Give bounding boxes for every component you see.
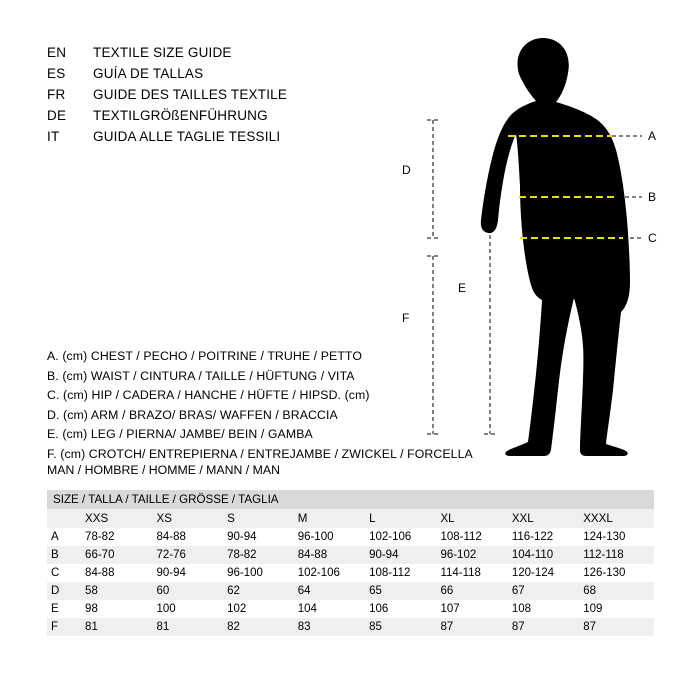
legend-item: A. (cm) CHEST / PECHO / POITRINE / TRUHE / PETTO <box>47 349 362 363</box>
table-cell: 66 <box>438 582 509 600</box>
table-row <box>47 528 654 546</box>
table-cell: 82 <box>225 618 296 636</box>
leg-dimension <box>484 200 496 434</box>
table-cell: 87 <box>438 618 509 636</box>
size-table-wrapper <box>47 490 654 636</box>
table-cell: 124-130 <box>581 528 654 546</box>
table-cell: 98 <box>83 600 154 618</box>
row-label: B <box>47 546 83 564</box>
language-code: DE <box>47 108 67 123</box>
table-cell: 78-82 <box>83 528 154 546</box>
language-title: GUÍA DE TALLAS <box>93 66 204 81</box>
table-cell: 64 <box>296 582 367 600</box>
table-row <box>47 564 654 582</box>
arm-dimension <box>427 120 439 238</box>
header-cell: XL <box>438 509 509 528</box>
header-cell: S <box>225 509 296 528</box>
table-cell: 90-94 <box>367 546 438 564</box>
row-label: D <box>47 582 83 600</box>
table-cell: 84-88 <box>296 546 367 564</box>
table-cell: 72-76 <box>154 546 225 564</box>
language-row <box>47 129 377 150</box>
table-cell: 108-112 <box>367 564 438 582</box>
table-cell: 100 <box>154 600 225 618</box>
table-title: SIZE / TALLA / TAILLE / GRÖSSE / TAGLIA <box>47 490 654 509</box>
table-header-row <box>47 509 654 528</box>
language-code: ES <box>47 66 66 81</box>
table-cell: 102-106 <box>296 564 367 582</box>
header-cell: L <box>367 509 438 528</box>
table-row <box>47 546 654 564</box>
table-cell: 67 <box>510 582 581 600</box>
table-cell: 87 <box>510 618 581 636</box>
size-table <box>47 490 654 636</box>
language-row <box>47 87 377 108</box>
table-cell: 104-110 <box>510 546 581 564</box>
language-row <box>47 108 377 129</box>
row-label: F <box>47 618 83 636</box>
table-cell: 81 <box>83 618 154 636</box>
header-cell: XS <box>154 509 225 528</box>
table-cell: 114-118 <box>438 564 509 582</box>
row-label: A <box>47 528 83 546</box>
legend-item: D. (cm) ARM / BRAZO/ BRAS/ WAFFEN / BRACCIA <box>47 407 338 422</box>
table-cell: 85 <box>367 618 438 636</box>
table-cell: 90-94 <box>225 528 296 546</box>
language-title: TEXTILE SIZE GUIDE <box>93 45 232 60</box>
table-cell: 96-100 <box>225 564 296 582</box>
table-title-row <box>47 490 654 509</box>
table-cell: 112-118 <box>581 546 654 564</box>
table-cell: 106 <box>367 600 438 618</box>
language-row <box>47 66 377 87</box>
legend-item: B. (cm) WAIST / CINTURA / TAILLE / HÜFTUNG / VITA <box>47 368 355 383</box>
table-cell: 116-122 <box>510 528 581 546</box>
marker-b-label: B <box>648 190 657 204</box>
header-cell: XXS <box>83 509 154 528</box>
marker-a-label: A <box>648 129 657 143</box>
man-silhouette <box>481 38 630 456</box>
table-cell: 83 <box>296 618 367 636</box>
legend-item: E. (cm) LEG / PIERNA/ JAMBE/ BEIN / GAMBA <box>47 427 313 441</box>
table-cell: 81 <box>154 618 225 636</box>
language-title: GUIDE DES TAILLES TEXTILE <box>93 87 288 102</box>
row-label: E <box>47 600 83 618</box>
table-cell: 96-102 <box>438 546 509 564</box>
legend-item: F. (cm) CROTCH/ ENTREPIERNA / ENTREJAMBE / ZWICKEL / FORCELLA <box>47 446 473 461</box>
marker-c-label: C <box>648 231 657 245</box>
table-row <box>47 582 654 600</box>
table-cell: 102 <box>225 600 296 618</box>
table-cell: 109 <box>581 600 654 618</box>
legend-block <box>47 349 473 466</box>
header-cell: M <box>296 509 367 528</box>
table-cell: 87 <box>581 618 654 636</box>
language-title: TEXTILGRÖßENFÜHRUNG <box>93 108 268 123</box>
table-cell: 90-94 <box>154 564 225 582</box>
table-cell: 84-88 <box>154 528 225 546</box>
language-code: EN <box>47 45 67 60</box>
table-cell: 120-124 <box>510 564 581 582</box>
language-title-block <box>47 45 377 150</box>
header-cell: XXL <box>510 509 581 528</box>
table-cell: 65 <box>367 582 438 600</box>
language-code: FR <box>47 87 66 102</box>
table-cell: 78-82 <box>225 546 296 564</box>
table-cell: 68 <box>581 582 654 600</box>
row-label: C <box>47 564 83 582</box>
marker-e-label: E <box>458 281 467 295</box>
header-cell: XXXL <box>581 509 654 528</box>
table-cell: 60 <box>154 582 225 600</box>
legend-gender-note: MAN / HOMBRE / HOMME / MANN / MAN <box>47 463 280 477</box>
table-cell: 58 <box>83 582 154 600</box>
language-title: GUIDA ALLE TAGLIE TESSILI <box>93 129 281 144</box>
language-code: IT <box>47 129 60 144</box>
table-cell: 62 <box>225 582 296 600</box>
table-cell: 107 <box>438 600 509 618</box>
table-cell: 102-106 <box>367 528 438 546</box>
table-cell: 84-88 <box>83 564 154 582</box>
marker-d-label: D <box>402 163 411 177</box>
table-row <box>47 618 654 636</box>
language-row <box>47 45 377 66</box>
table-cell: 66-70 <box>83 546 154 564</box>
legend-item: C. (cm) HIP / CADERA / HANCHE / HÜFTE / HIPSD. (cm) <box>47 388 370 402</box>
table-cell: 96-100 <box>296 528 367 546</box>
marker-f-label: F <box>402 311 410 325</box>
table-cell: 108 <box>510 600 581 618</box>
table-cell: 104 <box>296 600 367 618</box>
table-cell: 108-112 <box>438 528 509 546</box>
header-cell <box>47 509 83 528</box>
table-row <box>47 600 654 618</box>
table-cell: 126-130 <box>581 564 654 582</box>
